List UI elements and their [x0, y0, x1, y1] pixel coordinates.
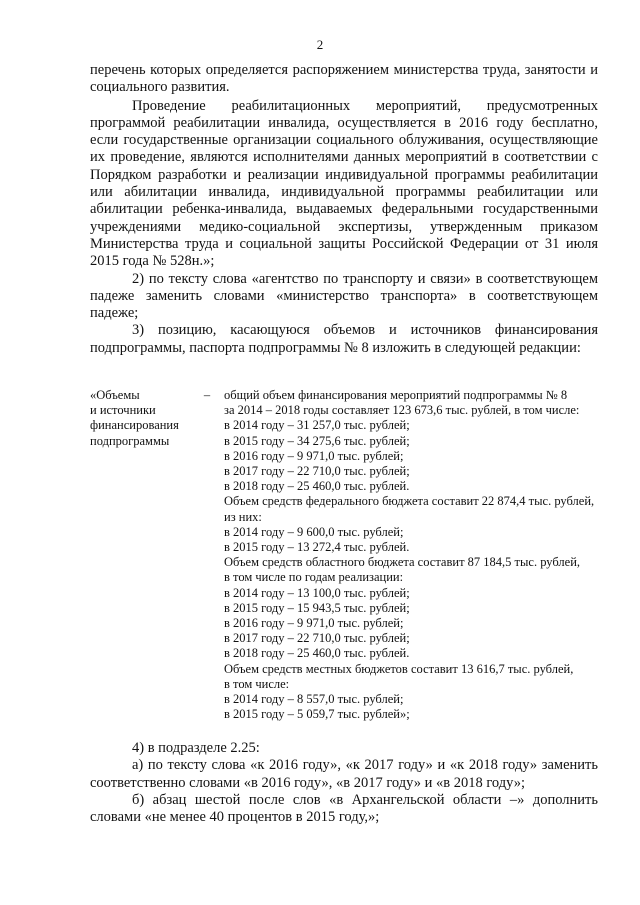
bottom-text-block: [90, 740, 598, 826]
table-value-line: общий объем финансирования мероприятий подпрограммы № 8: [224, 388, 568, 402]
table-value-line: в 2014 году – 31 257,0 тыс. рублей;: [224, 418, 410, 433]
table-value-line: из них:: [224, 509, 262, 524]
paragraph-item-4: 4) в подразделе 2.25:: [132, 740, 260, 756]
table-value-line: за 2014 – 2018 годы составляет 123 673,6 тыс. рублей, в том числе:: [224, 403, 580, 418]
table-label-line: «Объемы: [90, 388, 140, 402]
table-value-line: Объем средств местных бюджетов составит 13 616,7 тыс. рублей,: [224, 661, 574, 676]
table-dash: –: [203, 388, 211, 402]
table-value-line: в 2018 году – 25 460,0 тыс. рублей.: [224, 479, 410, 494]
table-value-line: в том числе по годам реализации:: [224, 570, 404, 585]
table-label-cell: [90, 388, 198, 449]
table-value-line: в 2017 году – 22 710,0 тыс. рублей;: [224, 631, 410, 646]
paragraph-item-4a: а) по тексту слова «к 2016 году», «к 2017 году» и «к 2018 году» заменить соответственно словами «в 2016 году», «в 2017 году» и «в 2018 году»;: [90, 757, 598, 791]
page-number: 2: [316, 37, 324, 52]
paragraph-item-4b: б) абзац шестой после слов «в Архангельской области –» дополнить словами «не менее 40 процентов в 2015 году,»;: [90, 791, 598, 826]
top-text-block: [90, 62, 598, 357]
table-value-line: в 2014 году – 8 557,0 тыс. рублей;: [224, 692, 404, 707]
table-value-line: в 2015 году – 5 059,7 тыс. рублей»;: [224, 707, 410, 722]
table-label-line: подпрограммы: [90, 433, 170, 448]
table-value-line: в 2016 году – 9 971,0 тыс. рублей;: [224, 616, 404, 631]
table-value-line: в 2017 году – 22 710,0 тыс. рублей;: [224, 464, 410, 479]
paragraph-item-3: 3) позицию, касающуюся объемов и источников финансирования подпрограммы, паспорта подпрограммы № 8 изложить в следующей редакции:: [90, 322, 598, 356]
table-value-line: в 2014 году – 9 600,0 тыс. рублей;: [224, 524, 404, 539]
table-value-line: в 2015 году – 13 272,4 тыс. рублей.: [224, 540, 410, 555]
paragraph-continuation: перечень которых определяется распоряжением министерства труда, занятости и социального развития.: [90, 62, 598, 96]
table-label-line: и источники: [90, 403, 156, 418]
table-value-line: в 2016 году – 9 971,0 тыс. рублей;: [224, 448, 404, 463]
table-value-line: в том числе:: [224, 676, 290, 691]
paragraph-item-2: 2) по тексту слова «агентство по транспорту и связи» в соответствующем падеже заменить словами «министерство транспорта» в соответствующем падеже;: [90, 270, 598, 322]
table-value-line: в 2018 году – 25 460,0 тыс. рублей.: [224, 646, 410, 661]
table-label-line: финансирования: [90, 418, 179, 433]
table-value-line: в 2015 году – 15 943,5 тыс. рублей;: [224, 600, 410, 615]
table-value-line: Объем средств областного бюджета составит 87 184,5 тыс. рублей,: [224, 555, 581, 570]
paragraph-rehabilitation: Проведение реабилитационных мероприятий, предусмотренных программой реабилитации инвалида, осуществляется в 2016 году бесплатно, если государственные организации социального облуживания, осуществляющие их проведение, являются исполнителями данных мероприятий в соответствии с Порядком разработки и реализации индивидуальной программы реабилитации или абилитации инвалида, индивидуальной программы реабилитации или абилитации ребенка-инвалида, выдаваемых федеральными государственными учреждениями медико-социальной экспертизы, утвержденным приказом Министерства труда и социальной защиты Российской Федерации от 31 июля 2015 года № 528н.»;: [90, 97, 598, 270]
table-value-line: Объем средств федерального бюджета составит 22 874,4 тыс. рублей,: [224, 494, 595, 509]
table-value-line: в 2015 году – 34 275,6 тыс. рублей;: [224, 433, 410, 448]
table-value-line: в 2014 году – 13 100,0 тыс. рублей;: [224, 585, 410, 600]
table-value-cell: [224, 388, 600, 722]
